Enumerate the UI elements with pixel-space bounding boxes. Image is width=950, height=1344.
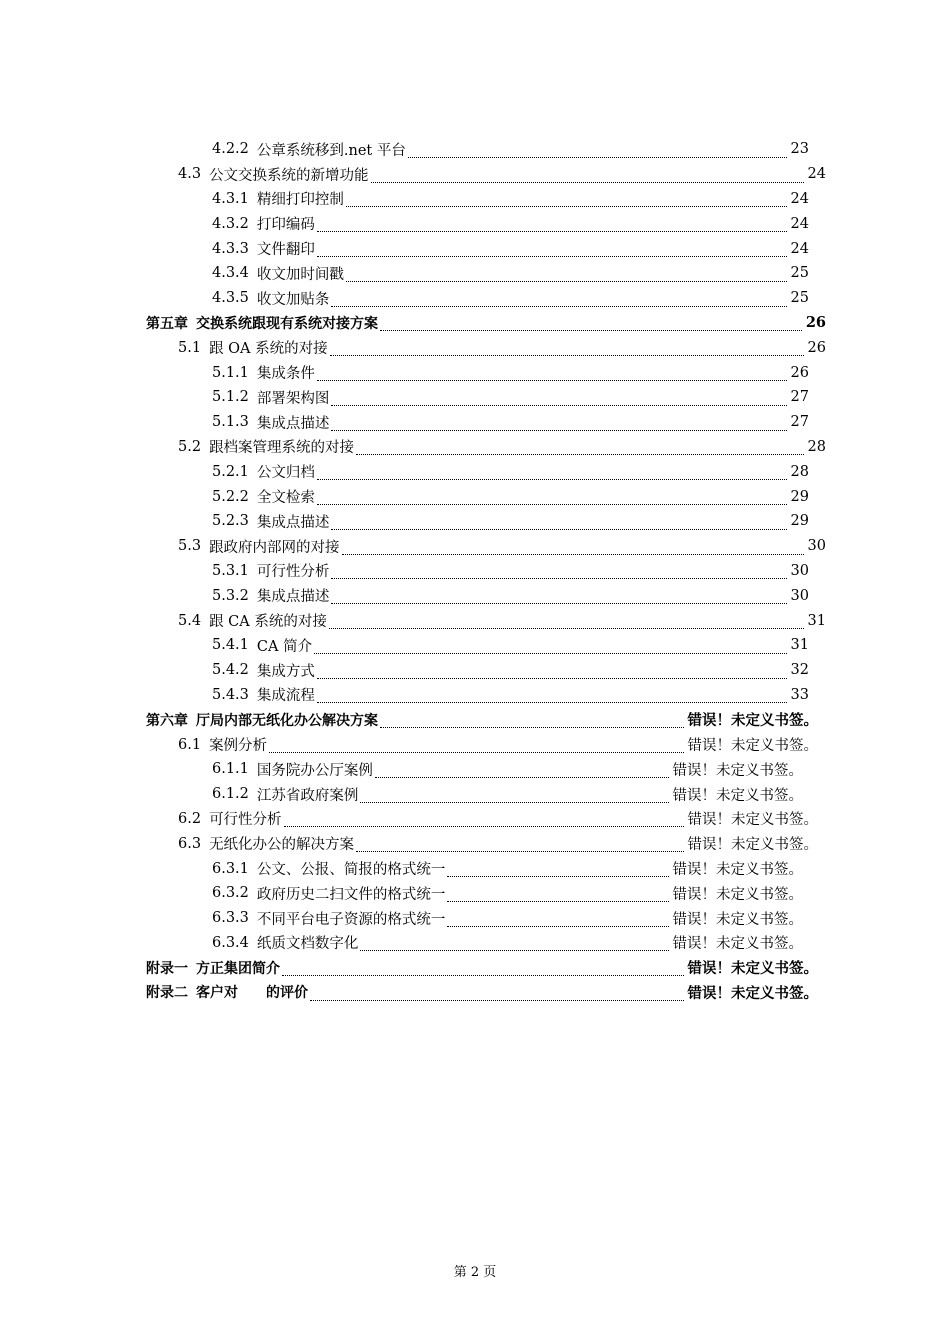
toc-entry-number: 附录二 <box>146 985 188 1002</box>
dot-leader <box>314 639 786 654</box>
toc-entry-title: 集成点描述 <box>256 514 330 531</box>
dot-leader <box>447 912 668 927</box>
dot-leader <box>284 812 684 827</box>
toc-entry-page: 24 <box>807 166 826 183</box>
toc-entry-page: 31 <box>790 637 809 654</box>
toc-entry-title: 跟档案管理系统的对接 <box>209 440 355 457</box>
dot-leader <box>447 862 668 877</box>
toc-entry-page: 错误！未定义书签。 <box>672 886 803 903</box>
toc-entry-page: 30 <box>807 538 826 555</box>
toc-entry[interactable] <box>0 732 950 757</box>
toc-entry-page: 错误！未定义书签。 <box>687 837 818 854</box>
dot-leader <box>342 540 804 555</box>
toc-entry[interactable] <box>0 906 950 931</box>
toc-entry-number: 5.4.2 <box>212 662 249 679</box>
toc-entry[interactable] <box>0 435 950 460</box>
toc-entry-number: 6.3 <box>178 835 202 852</box>
toc-entry[interactable] <box>0 757 950 782</box>
toc-entry[interactable] <box>0 410 950 435</box>
toc-entry-number: 5.4 <box>178 612 202 629</box>
toc-entry-title: 跟 OA 系统的对接 <box>209 341 328 358</box>
toc-entry-page: 25 <box>790 265 809 282</box>
toc-entry-number: 5.3.2 <box>212 587 249 604</box>
toc-entry-page: 28 <box>790 463 809 480</box>
toc-entry[interactable] <box>0 782 950 807</box>
toc-entry-page: 24 <box>790 215 809 232</box>
toc-entry[interactable] <box>0 831 950 856</box>
toc-entry-page: 错误！未定义书签。 <box>687 812 818 829</box>
toc-entry-page: 24 <box>790 240 809 257</box>
toc-entry-number: 5.2.1 <box>212 463 249 480</box>
toc-entry-number: 4.3 <box>178 166 202 183</box>
dot-leader <box>269 738 683 753</box>
dot-leader <box>317 366 787 381</box>
toc-entry[interactable] <box>0 534 950 559</box>
dot-leader <box>329 614 804 629</box>
table-of-contents <box>0 137 950 1005</box>
dot-leader <box>331 292 786 307</box>
toc-entry-title: 公文、公报、简报的格式统一 <box>256 862 446 878</box>
dot-leader <box>371 168 804 183</box>
toc-entry-page: 错误！未定义书签。 <box>672 862 803 878</box>
toc-entry[interactable] <box>0 484 950 509</box>
toc-entry[interactable] <box>0 980 950 1005</box>
toc-entry-page: 错误！未定义书签。 <box>672 787 803 804</box>
dot-leader <box>375 763 669 778</box>
toc-entry-number: 第五章 <box>146 315 188 332</box>
dot-leader <box>360 936 668 951</box>
toc-entry-page: 30 <box>790 587 809 604</box>
dot-leader <box>380 316 802 331</box>
toc-entry-page: 27 <box>790 389 809 406</box>
toc-entry-title: 可行性分析 <box>209 812 282 829</box>
toc-entry-number: 5.1.3 <box>212 414 249 431</box>
toc-entry-title: 公文归档 <box>256 465 315 482</box>
toc-entry-title: 政府历史二扫文件的格式统一 <box>256 886 446 903</box>
dot-leader <box>331 564 786 579</box>
dot-leader <box>317 490 787 505</box>
toc-entry-title: 精细打印控制 <box>256 192 344 209</box>
dot-leader <box>408 143 787 158</box>
dot-leader <box>331 515 786 530</box>
dot-leader <box>331 416 786 431</box>
toc-entry-title: 厅局内部无纸化办公解决方案 <box>196 712 378 729</box>
toc-entry[interactable] <box>0 459 950 484</box>
toc-entry-number: 4.2.2 <box>212 141 249 158</box>
toc-entry[interactable] <box>0 162 950 187</box>
toc-entry[interactable] <box>0 955 950 980</box>
dot-leader <box>346 192 787 207</box>
toc-entry[interactable] <box>0 931 950 956</box>
toc-entry[interactable] <box>0 559 950 584</box>
toc-entry-page: 26 <box>790 364 809 381</box>
toc-entry[interactable] <box>0 311 950 336</box>
toc-entry-title: 集成点描述 <box>256 589 330 606</box>
toc-entry-number: 5.1.2 <box>212 389 249 406</box>
toc-entry-title: 可行性分析 <box>256 564 330 581</box>
toc-entry-page: 错误！未定义书签。 <box>687 984 818 1002</box>
toc-entry-number: 5.4.1 <box>212 637 249 654</box>
toc-entry-number: 5.2.3 <box>212 513 249 530</box>
toc-entry-number: 5.2.2 <box>212 488 249 505</box>
toc-entry-page: 29 <box>790 513 809 530</box>
toc-entry-title: 案例分析 <box>209 738 268 755</box>
dot-leader <box>317 688 787 703</box>
toc-entry-page: 32 <box>790 662 809 679</box>
toc-entry-title: 方正集团简介 <box>196 960 280 977</box>
toc-entry-title: 全文检索 <box>256 490 315 507</box>
toc-entry[interactable] <box>0 707 950 732</box>
toc-entry-title: 集成点描述 <box>256 415 330 432</box>
toc-entry[interactable] <box>0 658 950 683</box>
dot-leader <box>310 986 684 1001</box>
toc-entry-number: 6.1.1 <box>212 761 249 778</box>
toc-entry-page: 错误！未定义书签。 <box>687 960 818 978</box>
toc-entry-number: 5.2 <box>178 438 202 455</box>
toc-entry[interactable] <box>0 509 950 534</box>
toc-entry[interactable] <box>0 683 950 708</box>
toc-entry-title: CA 简介 <box>256 638 313 655</box>
dot-leader <box>360 788 668 803</box>
toc-entry-title: 江苏省政府案例 <box>256 787 359 804</box>
toc-entry-number: 6.3.4 <box>212 934 249 951</box>
dot-leader <box>447 887 668 902</box>
toc-entry-title: 客户对 的评价 <box>196 985 308 1002</box>
toc-entry-page: 29 <box>790 488 809 505</box>
toc-entry-title: 集成条件 <box>256 366 315 383</box>
toc-entry-number: 6.3.2 <box>212 885 249 902</box>
toc-entry[interactable] <box>0 187 950 212</box>
toc-entry-page: 错误！未定义书签。 <box>672 936 803 953</box>
toc-entry-title: 部署架构图 <box>256 390 330 407</box>
toc-entry-title: 收文加贴条 <box>256 291 330 308</box>
toc-entry-number: 5.1 <box>178 339 202 356</box>
toc-entry-title: 纸质文档数字化 <box>256 936 359 953</box>
toc-entry-page: 26 <box>807 339 826 356</box>
toc-entry-title: 文件翻印 <box>256 242 315 259</box>
dot-leader <box>346 267 787 282</box>
dot-leader <box>317 217 787 232</box>
toc-entry-number: 6.3.3 <box>212 910 249 927</box>
toc-entry-title: 公文交换系统的新增功能 <box>209 167 369 184</box>
dot-leader <box>330 341 804 356</box>
toc-entry[interactable] <box>0 360 950 385</box>
toc-entry-number: 5.4.3 <box>212 686 249 703</box>
toc-entry-title: 收文加时间戳 <box>256 266 344 283</box>
toc-entry-title: 公章系统移到.net 平台 <box>256 142 406 159</box>
toc-entry-number: 6.3.1 <box>212 860 249 877</box>
toc-entry-title: 交换系统跟现有系统对接方案 <box>196 315 378 332</box>
dot-leader <box>317 465 787 480</box>
toc-entry-title: 无纸化办公的解决方案 <box>209 837 355 854</box>
dot-leader <box>331 589 786 604</box>
toc-entry-page: 33 <box>790 686 809 703</box>
toc-entry-number: 6.1.2 <box>212 786 249 803</box>
toc-entry[interactable] <box>0 335 950 360</box>
toc-entry-title: 集成方式 <box>256 663 315 680</box>
toc-entry-page: 27 <box>790 414 809 431</box>
toc-entry-title: 集成流程 <box>256 688 315 705</box>
dot-leader <box>282 961 684 976</box>
toc-entry-number: 4.3.2 <box>212 215 249 232</box>
toc-entry-title: 打印编码 <box>256 217 315 234</box>
toc-entry[interactable] <box>0 261 950 286</box>
toc-entry-number: 4.3.1 <box>212 190 249 207</box>
toc-entry-title: 跟 CA 系统的对接 <box>209 614 327 631</box>
toc-entry-number: 6.1 <box>178 736 202 753</box>
toc-entry-number: 5.3.1 <box>212 562 249 579</box>
toc-entry-page: 23 <box>790 141 809 158</box>
toc-entry[interactable] <box>0 211 950 236</box>
toc-entry-number: 5.1.1 <box>212 364 249 381</box>
toc-entry-page: 25 <box>790 290 809 307</box>
toc-entry[interactable] <box>0 137 950 162</box>
toc-entry[interactable] <box>0 608 950 633</box>
toc-entry-page: 28 <box>807 438 826 455</box>
toc-entry-number: 4.3.4 <box>212 265 249 282</box>
toc-entry-number: 附录一 <box>146 960 188 977</box>
dot-leader <box>380 713 684 728</box>
toc-entry-number: 第六章 <box>146 712 188 729</box>
toc-entry-number: 5.3 <box>178 538 202 555</box>
toc-entry-page: 24 <box>790 190 809 207</box>
toc-entry-page: 错误！未定义书签。 <box>672 911 803 928</box>
toc-entry-title: 国务院办公厅案例 <box>256 762 373 779</box>
toc-entry-page: 错误！未定义书签。 <box>687 738 818 755</box>
toc-entry[interactable] <box>0 286 950 311</box>
toc-entry-page: 26 <box>805 314 826 332</box>
toc-entry-number: 6.2 <box>178 810 202 827</box>
toc-entry-page: 31 <box>807 612 826 629</box>
toc-entry[interactable] <box>0 881 950 906</box>
dot-leader <box>356 837 683 852</box>
toc-entry-page: 错误！未定义书签。 <box>687 712 818 730</box>
toc-entry[interactable] <box>0 807 950 832</box>
toc-entry[interactable] <box>0 856 950 881</box>
toc-entry[interactable] <box>0 385 950 410</box>
toc-entry-title: 跟政府内部网的对接 <box>209 539 340 556</box>
toc-entry[interactable] <box>0 583 950 608</box>
dot-leader <box>356 440 803 455</box>
toc-entry[interactable] <box>0 236 950 261</box>
toc-entry-page: 错误！未定义书签。 <box>672 762 803 779</box>
dot-leader <box>317 242 787 257</box>
toc-entry-title: 不同平台电子资源的格式统一 <box>256 911 446 928</box>
toc-entry-page: 30 <box>790 562 809 579</box>
dot-leader <box>317 664 787 679</box>
page-footer: 第 2 页 <box>453 1265 497 1280</box>
toc-entry-number: 4.3.3 <box>212 240 249 257</box>
toc-entry-number: 4.3.5 <box>212 290 249 307</box>
toc-entry[interactable] <box>0 633 950 658</box>
dot-leader <box>331 391 786 406</box>
